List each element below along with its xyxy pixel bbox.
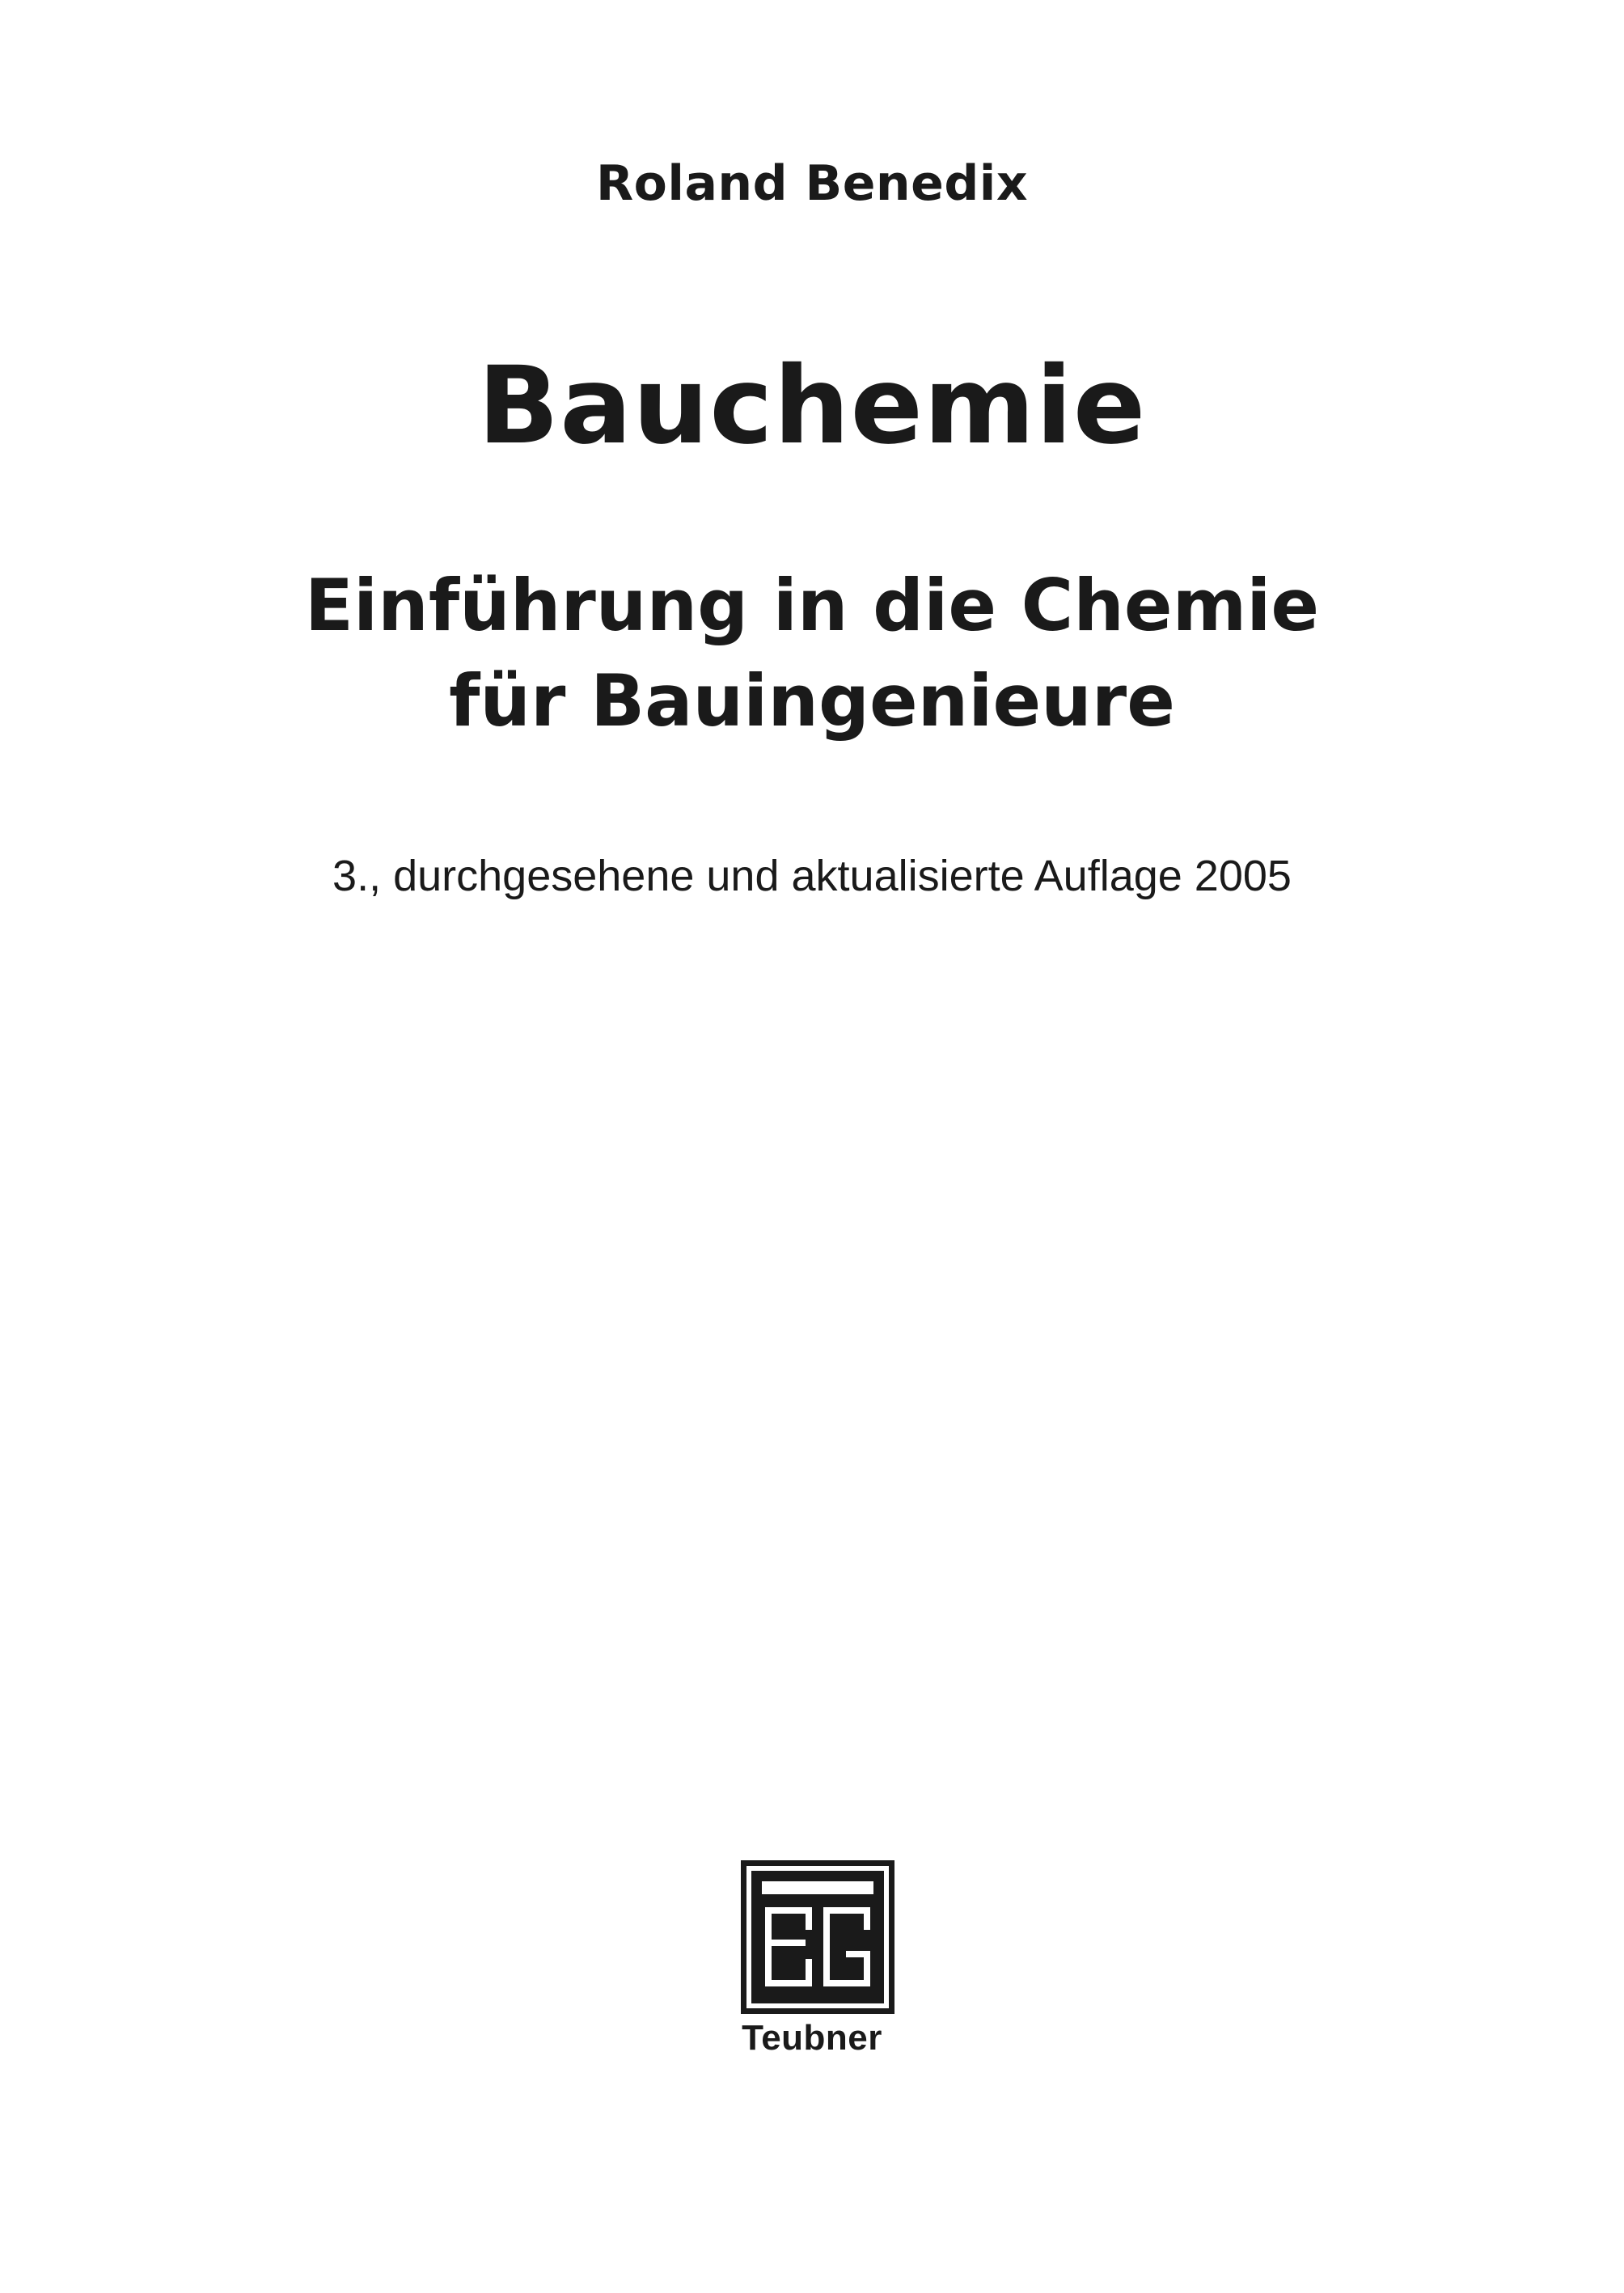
edition-note: 3., durchgesehene und aktualisierte Auflage 2005 <box>332 852 1292 900</box>
teubner-logo-icon <box>741 1860 894 2014</box>
author-name: Roland Benedix <box>595 155 1029 212</box>
subtitle-line-1: Einführung in die Chemie <box>304 564 1320 647</box>
book-subtitle <box>0 558 1624 749</box>
subtitle-line-2: für Bauingenieure <box>449 659 1175 742</box>
book-title: Bauchemie <box>477 344 1147 468</box>
publisher-name: Teubner <box>742 2018 882 2058</box>
